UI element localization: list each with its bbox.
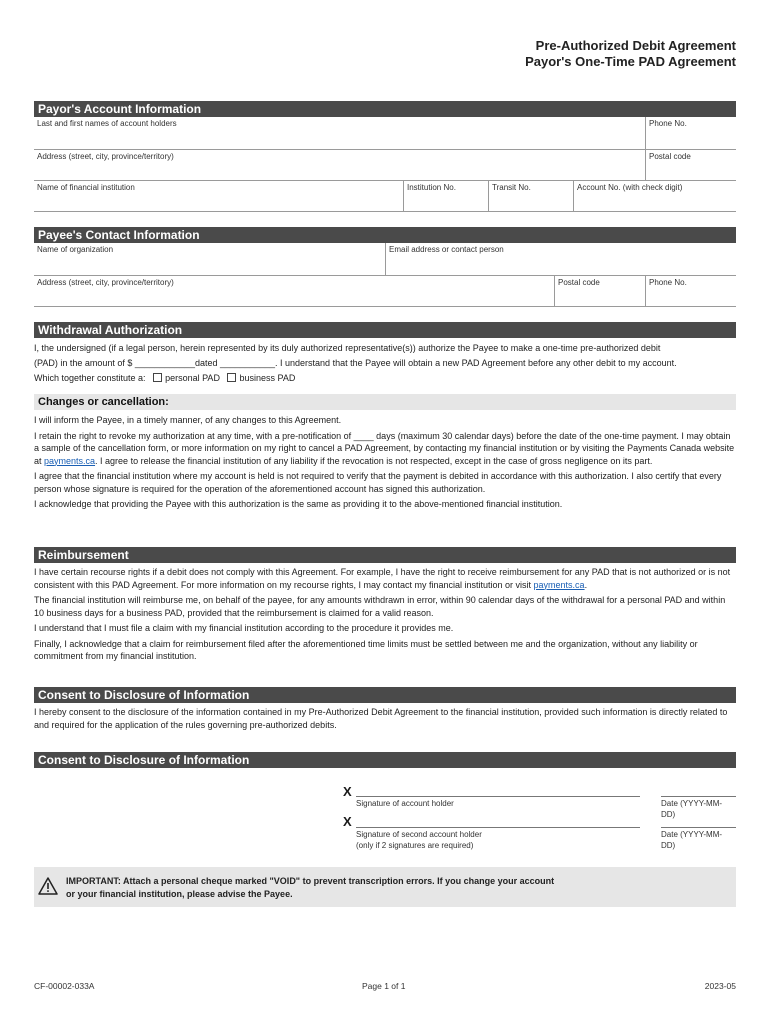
payor-address-field[interactable] [34,150,645,180]
institution-name-label: Name of financial institution [37,183,135,192]
payor-phone-label: Phone No. [649,119,687,128]
reimbursement-paragraph-2: The financial institution will reimburse me, on behalf of the payee, for any amounts withdrawn in error, within 90 calendar days of the withdrawal for a personal PAD and within 10 business days for a business PAD, provided that the reimbursement is claimed for a valid reason. [34,595,726,618]
payments-ca-link-2[interactable]: payments.ca [533,579,585,590]
changes-paragraph-2 [34,430,736,468]
organization-name-label: Name of organization [37,245,114,254]
signature-1-x-mark: X [343,784,352,799]
title-line-2: Payor's One-Time PAD Agreement [525,54,736,69]
section-heading-payor: Payor's Account Information [34,101,736,117]
consent-text: I hereby consent to the disclosure of the information contained in my Pre-Authorized Debit Agreement to the financial institution, provided such information is directly related to and required for the application of the rules governing pre-authorized debits. [34,707,728,730]
institution-no-label: Institution No. [407,183,456,192]
transit-no-label: Transit No. [492,183,531,192]
notice-line-1: IMPORTANT: Attach a personal cheque marked "VOID" to prevent transcription errors. If you change your account [66,876,555,886]
personal-pad-checkbox[interactable] [153,373,162,382]
account-holders-field[interactable] [34,117,645,149]
account-no-field[interactable] [573,181,736,211]
document-title [525,38,736,70]
signature-1-label: Signature of account holder [356,799,454,808]
withdrawal-line-1: I, the undersigned (if a legal person, herein represented by its duly authorized representative(s)) authorize the Payee to make a one-time pre-authorized debit [34,343,661,353]
account-holders-label: Last and first names of account holders [37,119,177,128]
form-page [34,0,736,1024]
withdrawal-line-2: (PAD) in the amount of $ ____________dated ___________. I understand that the Payee will obtain a new PAD Agreement before any other debit to my account. [34,358,677,368]
payor-phone-field[interactable] [645,117,736,149]
institution-name-field[interactable] [34,181,403,211]
date-2-line[interactable] [661,827,736,828]
payee-address-label: Address (street, city, province/territory) [37,278,174,287]
date-1-line[interactable] [661,796,736,797]
changes-p2-text-end: . I agree to release the financial institution of any liability if the revocation is not respected, except in the case of gross negligence on its part. [95,455,653,466]
signature-2-note: (only if 2 signatures are required) [356,841,474,850]
payee-phone-field[interactable] [645,276,736,306]
section-heading-payee: Payee's Contact Information [34,227,736,243]
business-pad-label: business PAD [239,373,296,383]
form-code: CF-00002-033A [34,981,95,991]
contact-email-label: Email address or contact person [389,245,504,254]
changes-p2-text: I retain the right to revoke my authorization at any time, with a pre-notification of ____ days (maximum 30 calendar days) before the date of the one-time payment. I may obtain a sample of the cancellation form, or more information on my right to cancel a PAD Agreement, by contacting my financial institution or by visiting the Payments Canada website at [34,430,735,466]
organization-name-field[interactable] [34,243,385,275]
important-notice [34,867,736,907]
reimbursement-paragraph-3: I understand that I must file a claim with my financial institution according to the procedure it provides me. [34,623,454,633]
reimbursement-paragraph-1 [34,566,736,591]
section-heading-consent: Consent to Disclosure of Information [34,687,736,703]
payee-row-org [34,243,736,276]
page-number: Page 1 of 1 [362,981,406,991]
date-1-label: Date (YYYY-MM-DD) [661,799,723,819]
payor-postal-label: Postal code [649,152,691,161]
contact-email-field[interactable] [385,243,736,275]
business-pad-checkbox[interactable] [227,373,236,382]
payee-postal-label: Postal code [558,278,600,287]
reimbursement-paragraph-4: Finally, I acknowledge that a claim for reimbursement filed after the aforementioned time limits must be settled between me and the organization, without any liability or commitment from my financial institution. [34,638,698,661]
payor-postal-field[interactable] [645,150,736,180]
payments-ca-link[interactable]: payments.ca [44,455,96,466]
payor-row-address [34,150,736,181]
notice-text [66,875,716,901]
changes-paragraph-4: I acknowledge that providing the Payee with this authorization is the same as providing it to the above-mentioned financial institution. [34,499,563,509]
changes-paragraph-3: I agree that the financial institution where my account is held is not required to verify that the payment is debited in accordance with this authorization. I also certify that every person whose signature is required for the operation of the aforementioned account has signed this authorization. [34,471,722,494]
reimbursement-text [34,566,736,666]
payor-row-institution [34,181,736,212]
warning-icon [38,877,58,895]
payee-postal-field[interactable] [554,276,645,306]
pad-type-prefix: Which together constitute a: [34,373,146,383]
transit-no-field[interactable] [488,181,573,211]
payee-row-address [34,276,736,307]
institution-no-field[interactable] [403,181,488,211]
signature-2-label [356,829,482,851]
changes-text [34,414,736,514]
payor-address-label: Address (street, city, province/territory) [37,152,174,161]
signature-2-line[interactable] [356,827,640,828]
section-heading-signature: Consent to Disclosure of Information [34,752,736,768]
changes-paragraph-1: I will inform the Payee, in a timely manner, of any changes to this Agreement. [34,415,342,425]
payee-phone-label: Phone No. [649,278,687,287]
signature-2-x-mark: X [343,814,352,829]
reimbursement-p1-text-end: . [584,579,588,590]
section-heading-reimbursement: Reimbursement [34,547,736,563]
account-no-label: Account No. (with check digit) [577,183,683,192]
payor-row-names [34,117,736,150]
payee-address-field[interactable] [34,276,554,306]
signature-2-label-text: Signature of second account holder [356,830,482,839]
reimbursement-p1-text: I have certain recourse rights if a debit does not comply with this Agreement. For example, I have the right to receive reimbursement for any PAD that is not authorized or is not consistent with this PAD Agreement. For more information on my recourse rights, I may contact my financial institution or visit [34,567,731,590]
section-heading-withdrawal: Withdrawal Authorization [34,322,736,338]
personal-pad-label: personal PAD [165,373,220,383]
form-date: 2023-05 [704,981,736,991]
signature-1-line[interactable] [356,796,640,797]
changes-heading: Changes or cancellation: [34,394,736,410]
withdrawal-text [34,341,736,386]
withdrawal-line-3 [34,371,736,386]
title-line-1: Pre-Authorized Debit Agreement [535,38,736,53]
date-2-label: Date (YYYY-MM-DD) [661,830,723,850]
notice-line-2: or your financial institution, please advise the Payee. [66,889,293,899]
